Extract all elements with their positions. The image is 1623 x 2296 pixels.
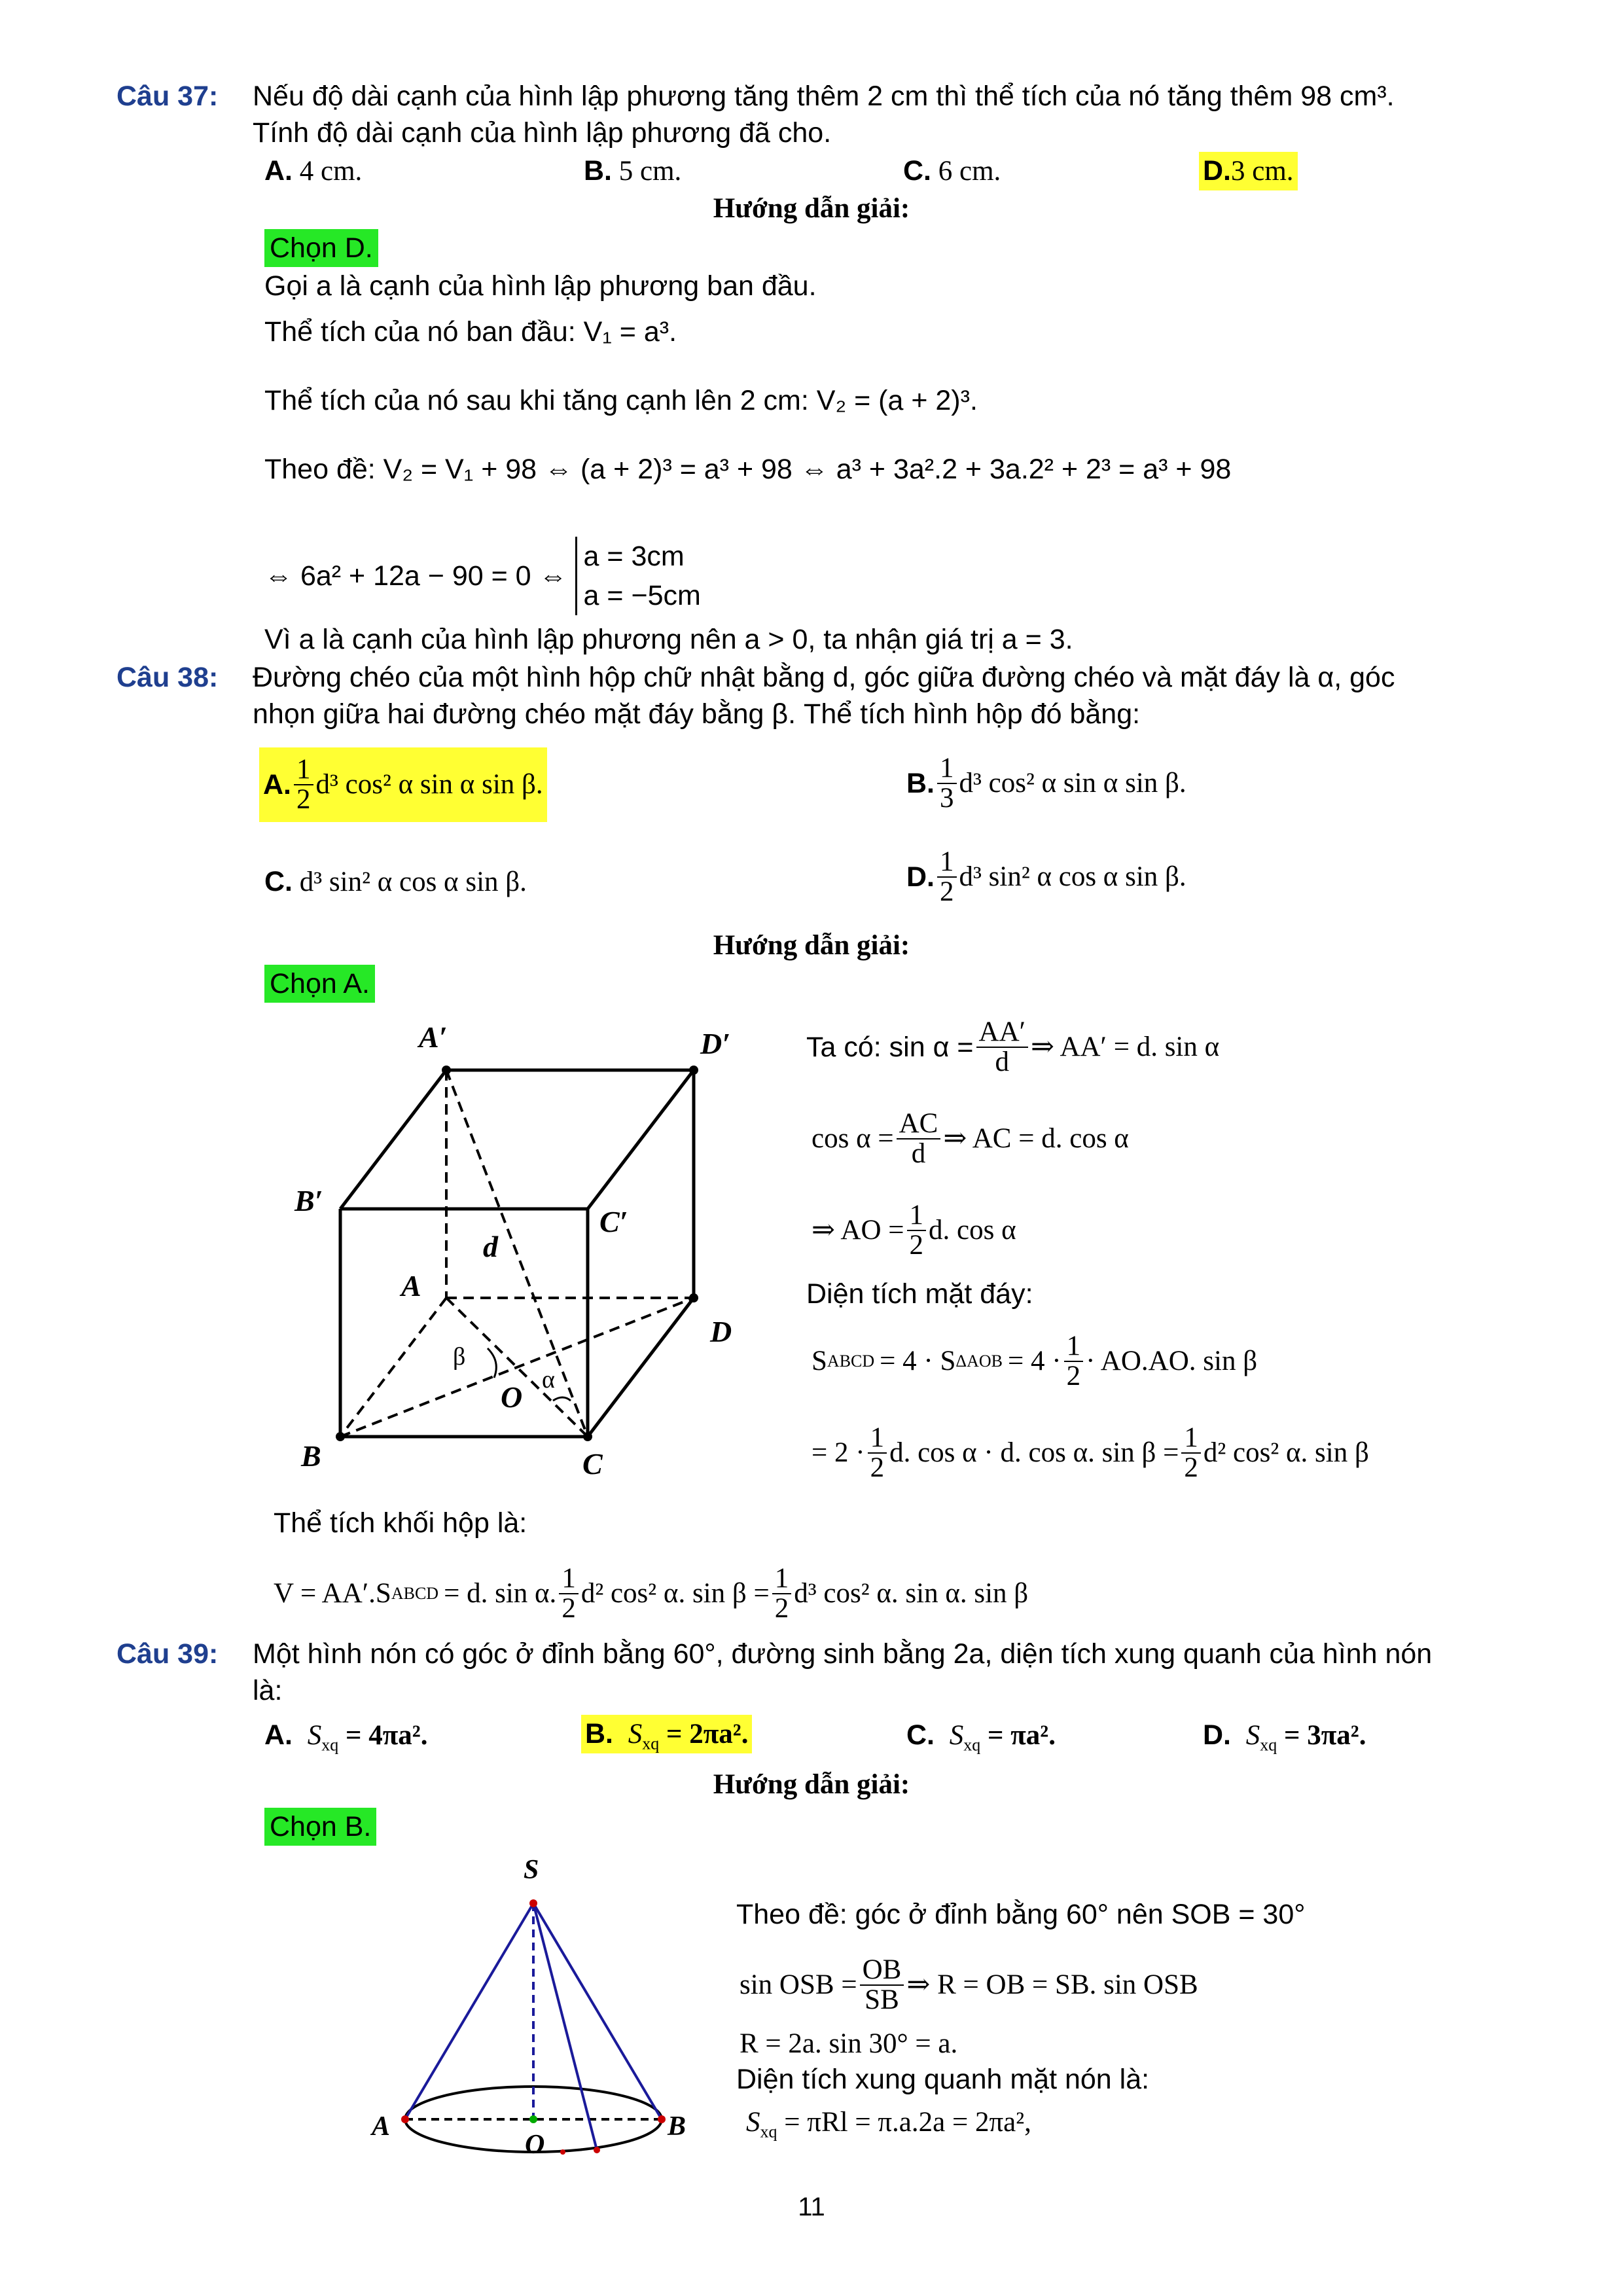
page-number: 11 (798, 2193, 825, 2221)
point-bottom (560, 2149, 565, 2155)
q39-s5-sub: xq (760, 2122, 777, 2142)
frac-den: 2 (296, 784, 311, 815)
label-b: B (301, 1439, 321, 1473)
point-o (529, 2115, 537, 2123)
q39-option-d-sub: xq (1260, 1735, 1277, 1755)
frac-num: 1 (868, 1424, 887, 1454)
q39-choose: Chọn B. (264, 1808, 376, 1846)
label-alpha: α (542, 1366, 555, 1393)
q39-option-d-letter: D. (1203, 1719, 1231, 1751)
point-d (689, 1293, 698, 1302)
q38-r2-pre: cos α = (812, 1123, 894, 1154)
q37-option-d-text: 3 cm. (1231, 156, 1294, 187)
q38-r1-frac (976, 1018, 1029, 1077)
cone-figure (353, 1846, 707, 2160)
point-front (594, 2147, 600, 2153)
q38-r6-pre: = 2 · (812, 1437, 865, 1468)
q39-option-c (906, 1717, 1056, 1753)
point-a (401, 2115, 409, 2123)
q38-option-d-expr: d³ sin² α cos α sin β. (959, 861, 1186, 892)
q38-option-a-letter: A. (263, 769, 291, 800)
label-a: A (401, 1269, 421, 1302)
point-d1 (689, 1066, 698, 1075)
q38-r2-post: ⇒ AC = d. cos α (943, 1123, 1129, 1154)
q38-r2-frac (897, 1109, 941, 1168)
point-c (583, 1432, 592, 1441)
q38-option-a (259, 747, 547, 822)
box-figure (275, 1008, 759, 1492)
q39-option-b (581, 1715, 752, 1753)
q37-choose: Chọn D. (264, 229, 378, 267)
q37-sol3: Thể tích của nó sau khi tăng cạnh lên 2 cm: V₂ = (a + 2)³. (264, 385, 978, 416)
q39-option-b-letter: B. (585, 1718, 613, 1749)
q38-vol-mid: = d. sin α. (444, 1578, 557, 1609)
frac-den: 2 (562, 1593, 576, 1624)
q38-r6-mid: d. cos α · d. cos α. sin β = (889, 1437, 1179, 1468)
q38-r6-frac2 (1181, 1424, 1201, 1482)
q39-s2-post: ⇒ R = OB = SB. sin OSB (906, 1969, 1198, 2000)
q37-root-2: a = −5cm (583, 580, 701, 611)
point-b (658, 2115, 666, 2123)
edge-cd (588, 1298, 694, 1437)
q39-line1: Một hình nón có góc ở đỉnh bằng 60°, đường sinh bằng 2a, diện tích xung quanh của hình nón (253, 1638, 1433, 1670)
frac-num: 1 (1064, 1332, 1084, 1362)
q39-option-c-letter: C. (906, 1719, 935, 1751)
q38-option-b-expr: d³ cos² α sin α sin β. (959, 768, 1186, 798)
frac-den: 2 (774, 1593, 789, 1624)
q39-s5-s: S (746, 2107, 760, 2138)
label-b1: B′ (294, 1184, 323, 1217)
q38-guide-heading: Hướng dẫn giải: (713, 930, 910, 961)
frac-den: 2 (1184, 1452, 1198, 1483)
q38-r6-post: d² cos² α. sin β (1203, 1437, 1369, 1468)
q37-option-b (584, 153, 681, 189)
q39-option-d (1203, 1717, 1366, 1753)
q38-option-c-letter: C. (264, 866, 293, 897)
frac-num: 1 (937, 754, 957, 784)
q38-r1-post: ⇒ AA′ = d. sin α (1031, 1031, 1220, 1062)
q38-choose: Chọn A. (264, 965, 375, 1003)
frac-num: 1 (772, 1564, 792, 1594)
q39-s4: Diện tích xung quanh mặt nón là: (736, 2064, 1150, 2095)
q37-option-a-text: 4 cm. (299, 156, 363, 187)
q38-r1 (806, 1011, 1219, 1083)
q37-sol6: Vì a là cạnh của hình lập phương nên a > 0, ta nhận giá trị a = 3. (264, 624, 1073, 655)
q38-vol-pre: V = AA′.S (274, 1578, 391, 1609)
q39-option-b-sub: xq (642, 1734, 660, 1753)
q38-option-d-frac (937, 848, 957, 906)
q37-label: Câu 37: (116, 81, 219, 112)
q39-s2-pre: sin OSB = (740, 1969, 857, 2000)
q39-s3: R = 2a. sin 30° = a. (740, 2028, 958, 2059)
q38-r3 (812, 1194, 1016, 1266)
label-b: B (668, 2111, 687, 2142)
q37-root-1: a = 3cm (583, 541, 685, 572)
frac-den: 2 (940, 876, 954, 907)
q38-volume-formula: V = AA′.S ABCD = d. sin α. $\frac{1}{2}$ d² cos² α. sin β = $\frac{1}{2}$ d³ cos² α. sin α. sin β (274, 1563, 1029, 1624)
q38-r3-pre: ⇒ AO = (812, 1215, 904, 1246)
q39-s5-rest: = πRl = π.a.2a = 2πa², (784, 2107, 1031, 2138)
q39-option-b-rest: = 2πa². (666, 1719, 749, 1749)
label-c: C (582, 1447, 603, 1480)
frac-den: 2 (1066, 1361, 1081, 1391)
q38-r5: S ABCD = 4 · S ΔAOB = 4 · $\frac{1}{2}$ · AO.AO. sin β (812, 1331, 1258, 1391)
frac-num: 1 (294, 755, 313, 785)
q38-r1-pre: Ta có: sin α = (806, 1031, 974, 1063)
q38-r2 (812, 1103, 1129, 1175)
label-a: A (372, 2111, 391, 2142)
q38-option-a-expr: d³ cos² α sin α sin β. (315, 769, 543, 800)
q37-option-a-letter: A. (264, 155, 293, 187)
label-c1: C′ (599, 1205, 628, 1238)
q39-option-a-letter: A. (264, 1719, 293, 1751)
q38-option-a-frac (294, 755, 313, 814)
frac-den: 2 (909, 1230, 924, 1261)
q39-option-c-rest: = πa². (988, 1720, 1056, 1751)
q38-vol-frac2 (772, 1564, 792, 1623)
q37-sol1: Gọi a là cạnh của hình lập phương ban đầu. (264, 270, 817, 302)
q38-label: Câu 38: (116, 662, 219, 693)
q39-option-d-rest: = 3πa². (1284, 1720, 1366, 1751)
q37-sol5 (264, 537, 701, 615)
q39-option-d-s: S (1245, 1720, 1260, 1751)
q38-option-d (906, 841, 1186, 913)
frac-den: 2 (870, 1452, 885, 1483)
q38-option-d-letter: D. (906, 861, 935, 893)
point-b (336, 1432, 345, 1441)
q39-option-a-s: S (307, 1720, 322, 1751)
q38-r5-mid2: = 4 · (1008, 1346, 1061, 1376)
alpha-arc (553, 1397, 571, 1401)
q39-option-c-s: S (949, 1720, 964, 1751)
q37-option-b-letter: B. (584, 155, 612, 187)
q38-volume-label: Thể tích khối hộp là: (274, 1507, 527, 1539)
frac-num: 1 (937, 848, 957, 878)
label-o: O (525, 2130, 545, 2160)
generatrix-s-front (533, 1903, 597, 2150)
q38-r4: Diện tích mặt đáy: (806, 1278, 1033, 1310)
q38-line2: nhọn giữa hai đường chéo mặt đáy bằng β. Thể tích hình hộp đó bằng: (253, 698, 1141, 730)
q38-option-b-letter: B. (906, 768, 935, 799)
q38-r5-post: · AO.AO. sin β (1086, 1346, 1258, 1376)
frac-den: SB (865, 1984, 899, 2015)
q39-label: Câu 39: (116, 1638, 219, 1670)
point-s (529, 1899, 537, 1907)
q37-option-c-text: 6 cm. (938, 156, 1001, 187)
q37-option-d (1199, 152, 1298, 190)
label-s: S (524, 1855, 539, 1885)
q38-r5-frac (1064, 1332, 1084, 1391)
q39-s2 (740, 1949, 1198, 2021)
q38-r3-frac (907, 1201, 927, 1260)
frac-num: 1 (907, 1201, 927, 1231)
q37-option-d-letter: D. (1203, 155, 1231, 187)
q37-guide-heading: Hướng dẫn giải: (713, 193, 910, 224)
q38-r5-s: S (812, 1346, 827, 1376)
q38-option-c-expr: d³ sin² α cos α sin β. (299, 867, 527, 897)
q37-option-c-letter: C. (903, 155, 931, 187)
label-a1: A′ (419, 1020, 448, 1054)
q39-option-a-rest: = 4πa². (346, 1720, 428, 1751)
label-d-diag: d (483, 1230, 498, 1263)
q38-vol-post: d³ cos² α. sin α. sin β (794, 1578, 1029, 1609)
edge-a1b1 (340, 1070, 446, 1209)
q38-option-b (906, 747, 1186, 819)
frac-num: OB (860, 1956, 904, 1986)
edge-d1c1 (588, 1070, 694, 1209)
q39-option-a-sub: xq (321, 1735, 339, 1755)
frac-num: AA′ (976, 1018, 1029, 1048)
q37-line1: Nếu độ dài cạnh của hình lập phương tăng thêm 2 cm thì thể tích của nó tăng thêm 98 cm³. (253, 81, 1395, 112)
q38-r6 (812, 1417, 1369, 1489)
q38-option-c (264, 864, 527, 900)
q39-s2-frac (860, 1956, 904, 2015)
label-d: D (710, 1315, 732, 1348)
q37-option-b-text: 5 cm. (618, 156, 682, 187)
beta-arc (488, 1348, 496, 1378)
q39-line2: là: (253, 1675, 283, 1706)
q39-option-b-s: S (628, 1719, 643, 1749)
q38-vol-mid2: d² cos² α. sin β = (580, 1578, 770, 1609)
frac-num: 1 (1181, 1424, 1201, 1454)
q37-option-a (264, 153, 362, 189)
q38-r3-post: d. cos α (929, 1215, 1016, 1246)
point-a1 (442, 1066, 451, 1075)
q37-sol2: Thể tích của nó ban đầu: V₁ = a³. (264, 316, 677, 348)
q39-option-a (264, 1717, 427, 1753)
q38-r5-mid: = 4 · S (880, 1346, 956, 1376)
label-d1: D′ (700, 1027, 731, 1060)
q39-option-c-sub: xq (963, 1735, 981, 1755)
q38-option-b-frac (937, 754, 957, 813)
q39-guide-heading: Hướng dẫn giải: (713, 1769, 910, 1800)
q37-option-c (903, 153, 1001, 189)
q38-r6-frac1 (868, 1424, 887, 1482)
label-o: O (501, 1380, 523, 1414)
q37-sol5-eq: ⇔ 6a² + 12a − 90 = 0 ⇔ (264, 560, 567, 592)
q37-sol5-bracket (575, 537, 701, 615)
q39-s1: Theo đề: góc ở đỉnh bằng 60° nên SOB = 30° (736, 1899, 1306, 1930)
frac-den: 3 (940, 783, 954, 814)
frac-num: 1 (559, 1564, 579, 1594)
frac-den: d (995, 1047, 1010, 1077)
frac-num: AC (897, 1109, 941, 1139)
q39-s5 (746, 2105, 1031, 2140)
frac-den: d (911, 1138, 926, 1169)
q37-line2: Tính độ dài cạnh của hình lập phương đã cho. (253, 117, 832, 149)
q38-vol-frac1 (559, 1564, 579, 1623)
q37-sol4: Theo đề: V₂ = V₁ + 98 ⇔ (a + 2)³ = a³ + 98 ⇔ a³ + 3a².2 + 3a.2² + 2³ = a³ + 98 (264, 454, 1232, 485)
q38-line1: Đường chéo của một hình hộp chữ nhật bằng d, góc giữa đường chéo và mặt đáy là α, góc (253, 662, 1395, 693)
label-beta: β (453, 1343, 466, 1371)
